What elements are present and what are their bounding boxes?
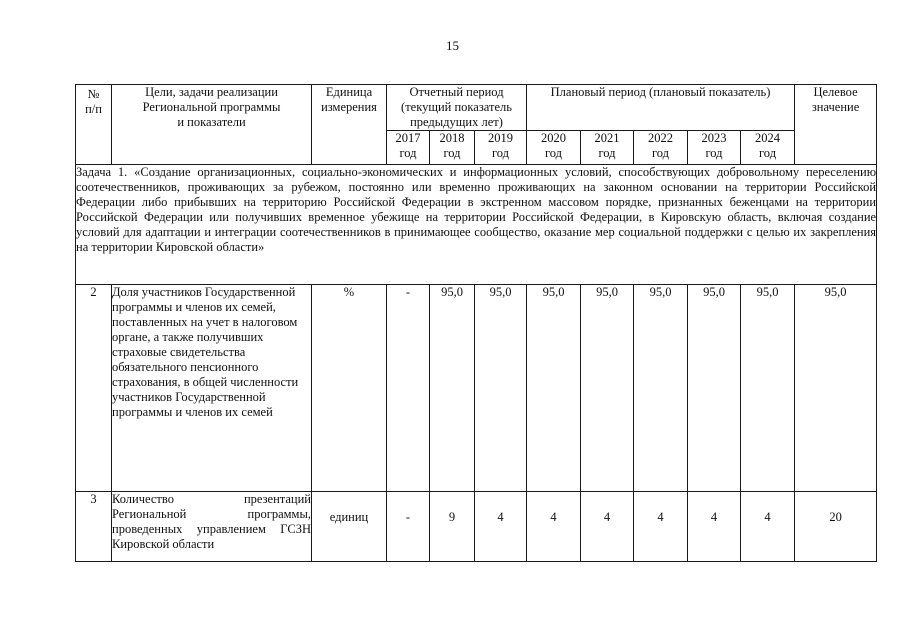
year-number: 2018 [439,131,465,145]
year-suffix: год [598,146,616,160]
header-target-line: Целевое [813,85,858,99]
year-cell [527,131,581,165]
value-cell: 4 [527,492,581,562]
value-cell: 4 [741,492,795,562]
row-number: 3 [76,492,112,562]
header-reporting-line: Отчетный период [409,85,504,99]
value-cell: 4 [475,492,527,562]
table-header-row [76,85,877,131]
year-number: 2023 [701,131,727,145]
header-num-cell [76,85,112,165]
table-row [76,285,877,492]
value-cell: 4 [581,492,634,562]
header-target-line: значение [811,100,860,114]
header-unit-cell [312,85,387,165]
year-suffix: год [399,146,417,160]
header-reporting-line: предыдущих лет) [410,115,503,129]
task-text: Задача 1. «Создание организационных, социально-экономических и информационных условий, способствующих добровольному переселению соотечественников, проживающих за рубежом, постоянно или временно проживающих на законном основании на территории Российской Федерации либо прибывших на территорию Российской Федерации в экстренном массовом порядке, признанных беженцами на территории Российской Федерации или получивших временное убежище на территории Российской Федерации, в Кировскую область, включая создание условий для адаптации и интеграции соотечественников в принимающее сообщество, оказание мер социальной поддержки с целью их закрепления на территории Кировской области» [76,165,877,285]
page-number: 15 [446,38,459,53]
year-cell [475,131,527,165]
year-suffix: год [705,146,723,160]
header-planned-cell [527,85,795,131]
year-number: 2019 [488,131,513,145]
year-suffix: год [544,146,563,160]
header-unit-line: Единица [325,85,373,99]
year-suffix: год [443,146,461,160]
year-number: 2022 [648,131,673,145]
value-cell: 4 [634,492,688,562]
header-planned-label: Плановый период (плановый показатель) [550,85,771,99]
value-cell: 95,0 [634,285,688,492]
year-cell [634,131,688,165]
year-suffix: год [491,146,510,160]
value-cell: 95,0 [527,285,581,492]
year-cell [581,131,634,165]
header-goals-cell [112,85,312,165]
value-cell: 95,0 [741,285,795,492]
header-num-line: № [87,87,100,101]
year-number: 2017 [395,131,421,145]
value-cell: 95,0 [581,285,634,492]
header-reporting-line: (текущий показатель [401,100,512,114]
header-reporting-cell [387,85,527,131]
target-value: 20 [795,492,877,562]
year-number: 2021 [594,131,620,145]
year-suffix: год [651,146,670,160]
indicators-table [75,84,877,562]
year-suffix: год [758,146,777,160]
header-target-cell [795,85,877,165]
indicator-name: Доля участников Государственной программы и членов их семей, поставленных на учет в налоговом органе, а также получивших страховые свидетельства обязательного пенсионного страхования, в общей численности участников Государственной программы и членов их семей [112,285,312,492]
header-goals-line: и показатели [177,115,246,129]
unit-value: % [312,285,387,492]
value-cell: 95,0 [475,285,527,492]
value-cell: 95,0 [430,285,475,492]
row-number: 2 [76,285,112,492]
year-cell [741,131,795,165]
value-cell: 95,0 [688,285,741,492]
year-number: 2024 [755,131,781,145]
header-goals-line: Цели, задачи реализации [145,85,278,99]
year-cell [688,131,741,165]
value-cell: 9 [430,492,475,562]
unit-value: единиц [312,492,387,562]
year-number: 2020 [541,131,566,145]
value-cell: - [387,285,430,492]
value-cell: 4 [688,492,741,562]
header-num-line: п/п [85,102,102,116]
table-row [76,492,877,562]
year-cell [387,131,430,165]
header-unit-line: измерения [321,100,377,114]
target-value: 95,0 [795,285,877,492]
header-goals-line: Региональной программы [142,100,281,114]
year-cell [430,131,475,165]
value-cell: - [387,492,430,562]
task-row [76,165,877,285]
indicator-name: Количество презентаций Региональной программы, проведенных управлением ГСЗН Кировской области [112,492,312,562]
